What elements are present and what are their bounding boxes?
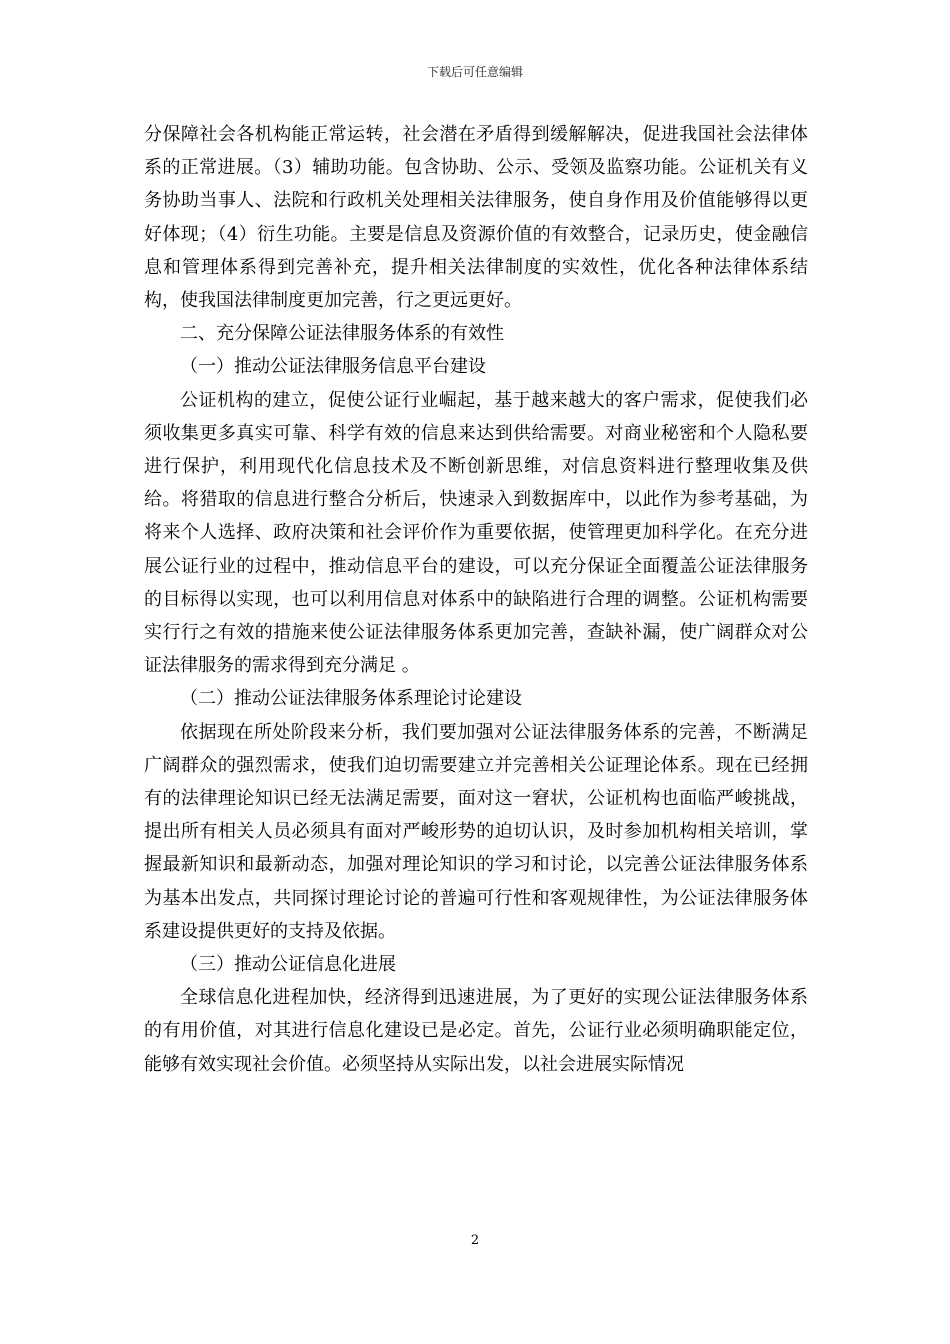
paragraph-informatization: 全球信息化进程加快，经济得到迅速进展，为了更好的实现公证法律服务体系的有用价值，对其进行信息化建设已是必定。首先，公证行业必须明确职能定位，能够有效实现社会价值。必须坚持从实际出发，以社会进展实际情况 bbox=[144, 987, 808, 1075]
page-number: 2 bbox=[470, 1233, 480, 1248]
page-header: 下载后可任意编辑 bbox=[426, 65, 523, 79]
document-body bbox=[144, 118, 808, 1081]
paragraph-functions-continued: 分保障社会各机构能正常运转，社会潜在矛盾得到缓解解决，促进我国社会法律体系的正常进展。（3）辅助功能。包含协助、公示、受领及监察功能。公证机关有义务协助当事人、法院和行政机关处理相关法律服务，使自身作用及价值能够得以更好体现；（4）衍生功能。主要是信息及资源价值的有效整合，记录历史，使金融信息和管理体系得到完善补充，提升相关法律制度的实效性，优化各种法律体系结构，使我国法律制度更加完善，行之更远更好。 bbox=[144, 124, 808, 312]
section-heading-2: 二、充分保障公证法律服务体系的有效性 bbox=[180, 323, 504, 345]
paragraph-info-platform: 公证机构的建立，促使公证行业崛起，基于越来越大的客户需求，促使我们必须收集更多真实可靠、科学有效的信息来达到供给需要。对商业秘密和个人隐私要进行保护，利用现代化信息技术及不断创新思维，对信息资料进行整理收集及供给。将猎取的信息进行整合分析后，快速录入到数据库中，以此作为参考基础，为将来个人选择、政府决策和社会评价作为重要依据，使管理更加科学化。在充分进展公证行业的过程中，推动信息平台的建设，可以充分保证全面覆盖公证法律服务的目标得以实现，也可以利用信息对体系中的缺陷进行合理的调整。公证机构需要实行行之有效的措施来使公证法律服务体系更加完善，查缺补漏，使广阔群众对公证法律服务的需求得到充分满足 。 bbox=[144, 389, 808, 677]
subsection-heading-3: （三）推动公证信息化进展 bbox=[180, 954, 396, 976]
paragraph-theory-building: 依据现在所处阶段来分析，我们要加强对公证法律服务体系的完善，不断满足广阔群众的强烈需求，使我们迫切需要建立并完善相关公证理论体系。现在已经拥有的法律理论知识已经无法满足需要，面对这一窘状，公证机构也面临严峻挑战，提出所有相关人员必须具有面对严峻形势的迫切认识，及时参加机构相关培训，掌握最新知识和最新动态，加强对理论知识的学习和讨论，以完善公证法律服务体系为基本出发点，共同探讨理论讨论的普遍可行性和客观规律性，为公证法律服务体系建设提供更好的支持及依据。 bbox=[144, 721, 808, 942]
subsection-heading-2: （二）推动公证法律服务体系理论讨论建设 bbox=[180, 688, 522, 710]
subsection-heading-1: （一）推动公证法律服务信息平台建设 bbox=[180, 356, 486, 378]
